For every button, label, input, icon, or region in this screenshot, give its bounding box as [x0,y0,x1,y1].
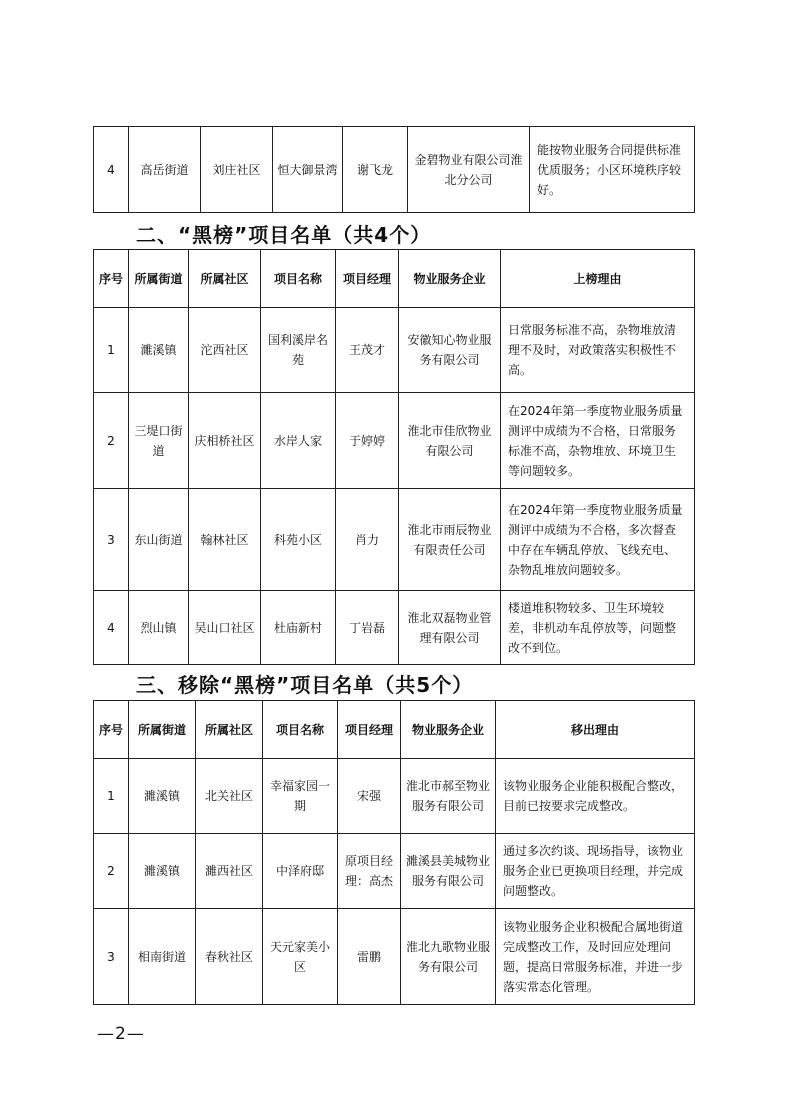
cell-no: 2 [94,834,129,909]
removed-blacklist-table [93,700,695,1005]
cell-manager: 丁岩磊 [336,591,399,665]
table-row [94,834,695,909]
cell-community: 北关社区 [196,759,263,834]
cell-reason: 该物业服务企业积极配合属地街道完成整改工作，及时回应处理问题，提高日常服务标准，并进一步落实常态化管理。 [496,909,695,1005]
cell-project: 杜庙新村 [261,591,336,665]
cell-project: 恒大御景湾 [273,127,343,213]
cell-manager: 谢飞龙 [343,127,408,213]
cell-manager: 于婷婷 [336,393,399,489]
table-header-row [94,250,695,308]
table-row [94,591,695,665]
cell-street: 高岳街道 [129,127,201,213]
cell-community: 沱西社区 [189,308,261,393]
cell-no: 1 [94,308,129,393]
header-company: 物业服务企业 [401,701,496,759]
section-title-removed-blacklist: 三、移除“黑榜”项目名单（共5个） [136,673,474,697]
cell-reason: 该物业服务企业能积极配合整改，目前已按要求完成整改。 [496,759,695,834]
cell-community: 翰林社区 [189,489,261,591]
cell-company: 淮北九歌物业服务有限公司 [401,909,496,1005]
page-number: —2— [97,1024,145,1044]
header-project: 项目名称 [263,701,338,759]
cell-manager: 肖力 [336,489,399,591]
cell-community: 吴山口社区 [189,591,261,665]
cell-company: 淮北双磊物业管理有限公司 [399,591,501,665]
cell-manager: 雷鹏 [338,909,401,1005]
cell-company: 淮北市雨辰物业有限责任公司 [399,489,501,591]
cell-no: 4 [94,591,129,665]
header-no: 序号 [94,250,129,308]
cell-project: 幸福家园一期 [263,759,338,834]
header-street: 所属街道 [129,250,189,308]
cell-project: 中泽府邸 [263,834,338,909]
header-community: 所属社区 [196,701,263,759]
cell-reason: 能按物业服务合同提供标准优质服务；小区环境秩序较好。 [530,127,695,213]
cell-no: 1 [94,759,129,834]
cell-street: 濉溪镇 [129,834,196,909]
cell-community: 刘庄社区 [201,127,273,213]
table-row [94,393,695,489]
cell-company: 金碧物业有限公司淮北分公司 [408,127,530,213]
cell-community: 春秋社区 [196,909,263,1005]
cell-street: 濉溪镇 [129,308,189,393]
cell-street: 烈山镇 [129,591,189,665]
table-row [94,759,695,834]
cell-company: 安徽知心物业服务有限公司 [399,308,501,393]
section-title-blacklist: 二、“黑榜”项目名单（共4个） [136,223,432,247]
cell-manager: 王茂才 [336,308,399,393]
header-reason: 移出理由 [496,701,695,759]
table-row [94,489,695,591]
cell-community: 庆相桥社区 [189,393,261,489]
cell-reason: 通过多次约谈、现场指导，该物业服务企业已更换项目经理，并完成问题整改。 [496,834,695,909]
cell-manager: 原项目经理：高杰 [338,834,401,909]
header-company: 物业服务企业 [399,250,501,308]
cell-reason: 在2024年第一季度物业服务质量测评中成绩为不合格，多次督查中存在车辆乱停放、飞线充电、杂物乱堆放问题较多。 [501,489,695,591]
cell-company: 濉溪县美城物业服务有限公司 [401,834,496,909]
header-no: 序号 [94,701,129,759]
cell-project: 水岸人家 [261,393,336,489]
cell-no: 3 [94,489,129,591]
cell-street: 三堤口街道 [129,393,189,489]
header-manager: 项目经理 [338,701,401,759]
table-row [94,127,695,213]
table-header-row [94,701,695,759]
header-manager: 项目经理 [336,250,399,308]
cell-reason: 在2024年第一季度物业服务质量测评中成绩为不合格，日常服务标准不高，杂物堆放、环境卫生等问题较多。 [501,393,695,489]
blacklist-table [93,249,695,665]
cell-street: 东山街道 [129,489,189,591]
header-community: 所属社区 [189,250,261,308]
cell-company: 淮北市佳欣物业有限公司 [399,393,501,489]
header-project: 项目名称 [261,250,336,308]
table-row [94,909,695,1005]
header-street: 所属街道 [129,701,196,759]
header-reason: 上榜理由 [501,250,695,308]
cell-street: 相南街道 [129,909,196,1005]
cell-no: 3 [94,909,129,1005]
cell-reason: 日常服务标准不高，杂物堆放清理不及时，对政策落实积极性不高。 [501,308,695,393]
cell-reason: 楼道堆积物较多、卫生环境较差，非机动车乱停放等，问题整改不到位。 [501,591,695,665]
cell-no: 2 [94,393,129,489]
cell-project: 国利溪岸名苑 [261,308,336,393]
table-row [94,308,695,393]
cell-community: 濉西社区 [196,834,263,909]
cell-project: 科苑小区 [261,489,336,591]
cell-street: 濉溪镇 [129,759,196,834]
cell-project: 天元家美小区 [263,909,338,1005]
cell-manager: 宋强 [338,759,401,834]
honor-list-table-continued [93,126,695,213]
cell-company: 淮北市郝至物业服务有限公司 [401,759,496,834]
cell-no: 4 [94,127,129,213]
